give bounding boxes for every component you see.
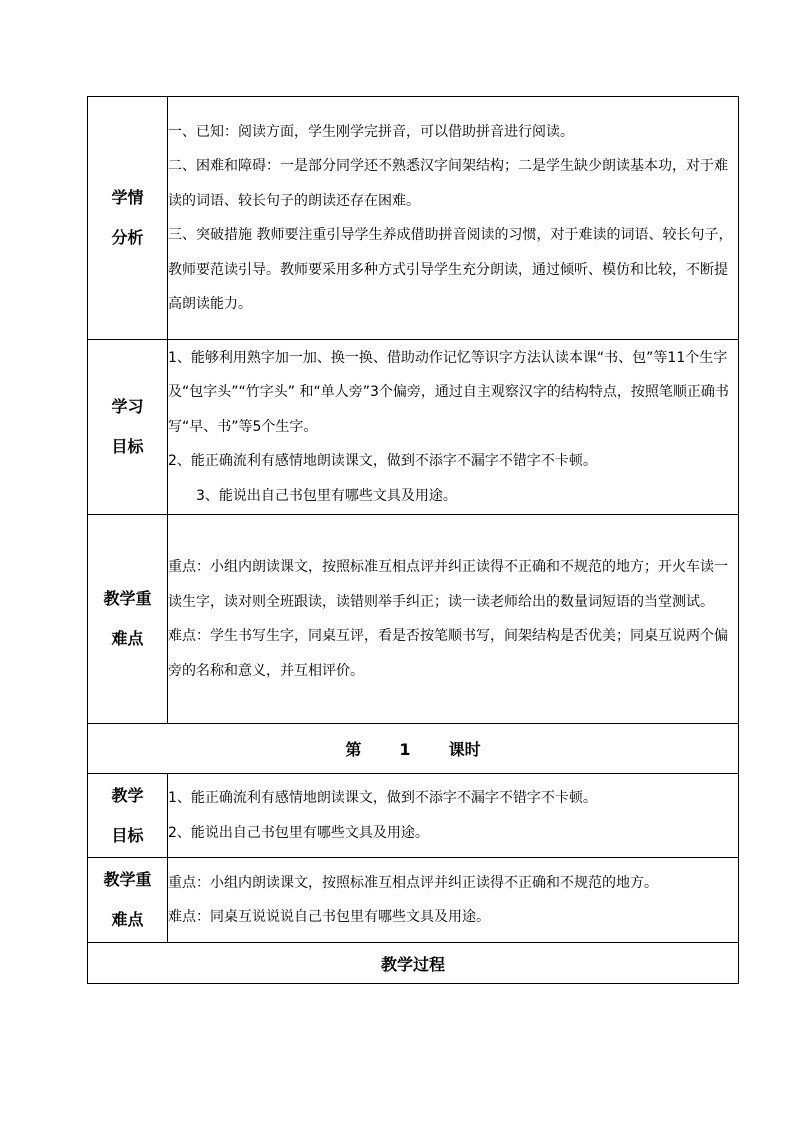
row-key-difficult (88, 515, 739, 724)
paragraph: 二、困难和障碍：一是部分同学还不熟悉汉字间架结构；二是学生缺少朗读基本功，对于难读的词语、较长句子的朗读还存在困难。 (168, 158, 728, 209)
row-content (168, 774, 739, 858)
row-label (88, 340, 168, 515)
label-line: 难点 (111, 910, 144, 929)
row-label (88, 858, 168, 943)
paragraph: 三、突破措施 教师要注重引导学生养成借助拼音阅读的习惯，对于难读的词语、较长句子，教师要范读引导。教师要采用多种方式引导学生充分朗读，通过倾听、模仿和比较，不断提高朗读能力。 (168, 227, 733, 312)
process-header: 教学过程 (88, 943, 739, 984)
row-content (168, 858, 739, 943)
paragraph: 2、能正确流利有感情地朗读课文，做到不添字不漏字不错字不卡顿。 (168, 453, 597, 470)
paragraph: 难点：同桌互说说说自己书包里有哪些文具及用途。 (168, 909, 490, 925)
label-line: 分析 (111, 228, 144, 247)
paragraph: 难点：学生书写生字，同桌互评，看是否按笔顺书写，间架结构是否优美；同桌互说两个偏旁的名称和意义，并互相评价。 (168, 628, 728, 679)
row-process-header (88, 943, 739, 984)
paragraph: 重点：小组内朗读课文，按照标准互相点评并纠正读得不正确和不规范的地方。 (168, 874, 658, 891)
lesson-number: 1 (399, 740, 411, 759)
row-lesson-header (88, 724, 739, 774)
label-line: 教学重 (103, 870, 152, 889)
lesson-part1: 第 (345, 740, 362, 759)
paragraph: 1、能正确流利有感情地朗读课文，做到不添字不漏字不错字不卡顿。 (168, 790, 597, 806)
row-content (168, 340, 739, 515)
paragraph: 2、能说出自己书包里有哪些文具及用途。 (168, 824, 429, 841)
paragraph: 一、已知：阅读方面，学生刚学完拼音，可以借助拼音进行阅读。 (168, 123, 574, 140)
lesson-part2: 课时 (448, 740, 481, 759)
label-line: 学习 (111, 397, 144, 416)
row-learning-situation (88, 97, 739, 340)
row-label (88, 97, 168, 340)
row-teaching-goals (88, 774, 739, 858)
row-content (168, 515, 739, 724)
row-label (88, 515, 168, 724)
label-line: 目标 (111, 437, 144, 456)
paragraph: 重点：小组内朗读课文，按照标准互相点评并纠正读得不正确和不规范的地方；开火车读一读生字，读对则全班跟读，读错则举手纠正；读一读老师给出的数量词短语的当堂测试。 (168, 559, 728, 610)
row-teaching-key-difficult (88, 858, 739, 943)
lesson-plan-table (87, 96, 739, 984)
paragraph: 1、能够利用熟字加一加、换一换、借助动作记忆等识字方法认读本课“书、包”等11个生字及“包字头”“竹字头” 和“单人旁”3个偏旁，通过自主观察汉字的结构特点，按照笔顺正确书写“早、书”等5个生字。 (168, 349, 729, 435)
label-line: 学情 (111, 188, 144, 207)
label-line: 目标 (111, 825, 144, 845)
row-learning-goals (88, 340, 739, 515)
label-line: 教学重 (103, 589, 152, 608)
label-line: 难点 (111, 629, 144, 648)
label-line: 教学 (111, 785, 144, 805)
row-label (88, 774, 168, 858)
paragraph: 3、能说出自己书包里有哪些文具及用途。 (196, 487, 457, 504)
row-content (168, 97, 739, 340)
lesson-header (88, 724, 739, 774)
